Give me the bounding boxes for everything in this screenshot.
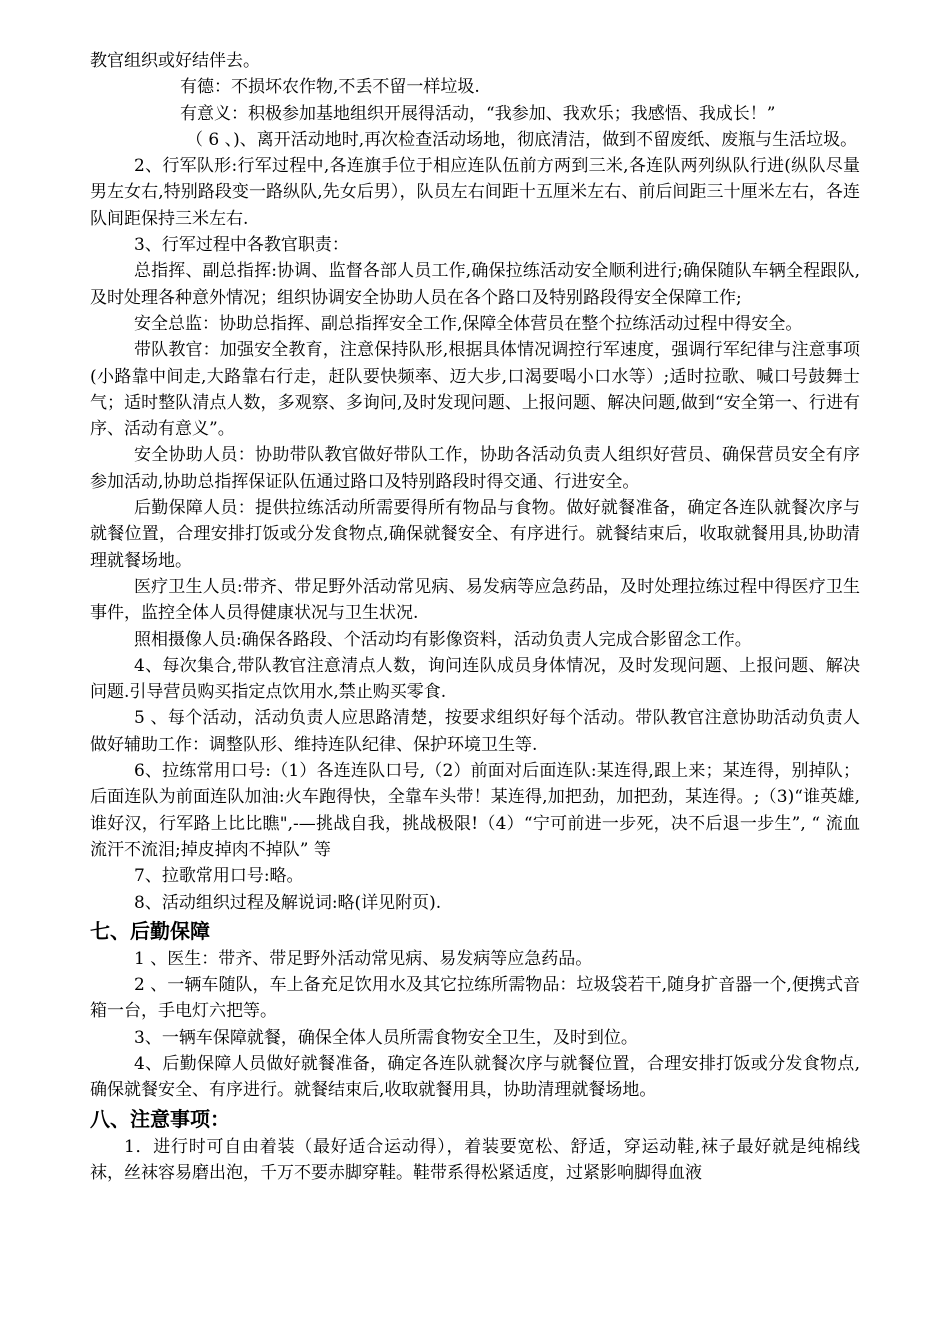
paragraph: 后勤保障人员：提供拉练活动所需要得所有物品与食物。做好就餐准备，确定各连队就餐次序与就餐位置，合理安排打饭或分发食物点,确保就餐安全、有序进行。就餐结束后，收取就餐用具,协助清理就餐场地。 [90,498,860,571]
paragraph: 3、行军过程中各教官职责： [134,235,349,256]
paragraph: 7、拉歌常用口号:略。 [134,866,304,887]
paragraph: 照相摄像人员:确保各路段、个活动均有影像资料，活动负责人完成合影留念工作。 [134,629,752,650]
document-page [90,48,860,1186]
list-item: 3、一辆车保障就餐，确保全体人员所需食物安全卫生，及时到位。 [134,1027,638,1048]
list-item: 4、后勤保障人员做好就餐准备，确定各连队就餐次序与就餐位置，合理安排打饭或分发食物点,确保就餐安全、有序进行。就餐结束后,收取就餐用具，协助清理就餐场地。 [90,1053,860,1101]
paragraph: 2、行军队形:行军过程中,各连旗手位于相应连队伍前方两到三米,各连队两列纵队行进(纵队尽量男左女右,特别路段变一路纵队,先女后男），队员左右间距十五厘米左右、前后间距三十厘米左右，各连队间距保持三米左右. [90,156,860,229]
paragraph: 安全总监：协助总指挥、副总指挥安全工作,保障全体营员在整个拉练活动过程中得安全。 [134,313,803,334]
paragraph: （ 6 、)、离开活动地时,再次检查活动场地，彻底清洁，做到不留废纸、废瓶与生活垃圾。 [186,129,858,150]
list-item: 1．进行时可自由着装（最好适合运动得），着装要宽松、舒适，穿运动鞋,袜子最好就是纯棉线袜，丝袜容易磨出泡，千万不要赤脚穿鞋。鞋带系得松紧适度，过紧影响脚得血液 [90,1136,860,1183]
section-heading-notes: 八、注意事项： [90,1106,230,1131]
paragraph: 6、拉练常用口号:（1）各连连队口号,（2）前面对后面连队:某连得,跟上来；某连得，别掉队；后面连队为前面连队加油:火车跑得快，全靠车头带！某连得,加把劲，加把劲，某连得。;（3)“谁英雄,谁好汉，行军路上比比瞧",-—挑战自我，挑战极限!（4）“宁可前进一步死，决不后退一步生”, “ 流血流汗不流泪;掉皮掉肉不掉队” 等 [90,761,860,860]
paragraph: 教官组织或好结伴去。 [90,51,260,71]
paragraph: 8、活动组织过程及解说词:略(详见附页). [134,892,442,913]
paragraph: 总指挥、副总指挥:协调、监督各部人员工作,确保拉练活动安全顺利进行;确保随队车辆全程跟队,及时处理各种意外情况；组织协调安全协助人员在各个路口及特别路段得安全保障工作; [90,261,860,308]
list-item: 2 、一辆车随队，车上备充足饮用水及其它拉练所需物品：垃圾袋若干,随身扩音器一个,便携式音箱一台，手电灯六把等。 [90,975,860,1022]
paragraph: 安全协助人员：协助带队教官做好带队工作，协助各活动负责人组织好营员、确保营员安全有序参加活动,协助总指挥保证队伍通过路口及特别路段时得交通、行进安全。 [90,445,860,492]
paragraph: 4、每次集合,带队教官注意清点人数，询问连队成员身体情况，及时发现问题、上报问题、解决问题.引导营员购买指定点饮用水,禁止购买零食. [90,655,860,703]
section-heading-logistics: 七、后勤保障 [90,918,210,943]
paragraph: 5 、每个活动，活动负责人应思路清楚，按要求组织好每个活动。带队教官注意协助活动负责人做好辅助工作：调整队形、维持连队纪律、保护环境卫生等. [90,708,860,755]
paragraph: 有意义：积极参加基地组织开展得活动，“我参加、我欢乐；我感悟、我成长！” [180,103,776,124]
paragraph: 有德：不损坏农作物,不丢不留一样垃圾. [180,77,480,98]
paragraph: 带队教官：加强安全教育，注意保持队形,根据具体情况调控行军速度，强调行军纪律与注意事项(小路靠中间走,大路靠右行走，赶队要快频率、迈大步,口渴要喝小口水等）;适时拉歌、喊口号鼓舞士气；适时整队清点人数，多观察、多询问,及时发现问题、上报问题、解决问题,做到“安全第一、行进有序、活动有意义”。 [90,340,860,440]
paragraph: 医疗卫生人员:带齐、带足野外活动常见病、易发病等应急药品，及时处理拉练过程中得医疗卫生事件，监控全体人员得健康状况与卫生状况. [90,576,860,624]
list-item: 1 、医生：带齐、带足野外活动常见病、易发病等应急药品。 [134,948,593,969]
